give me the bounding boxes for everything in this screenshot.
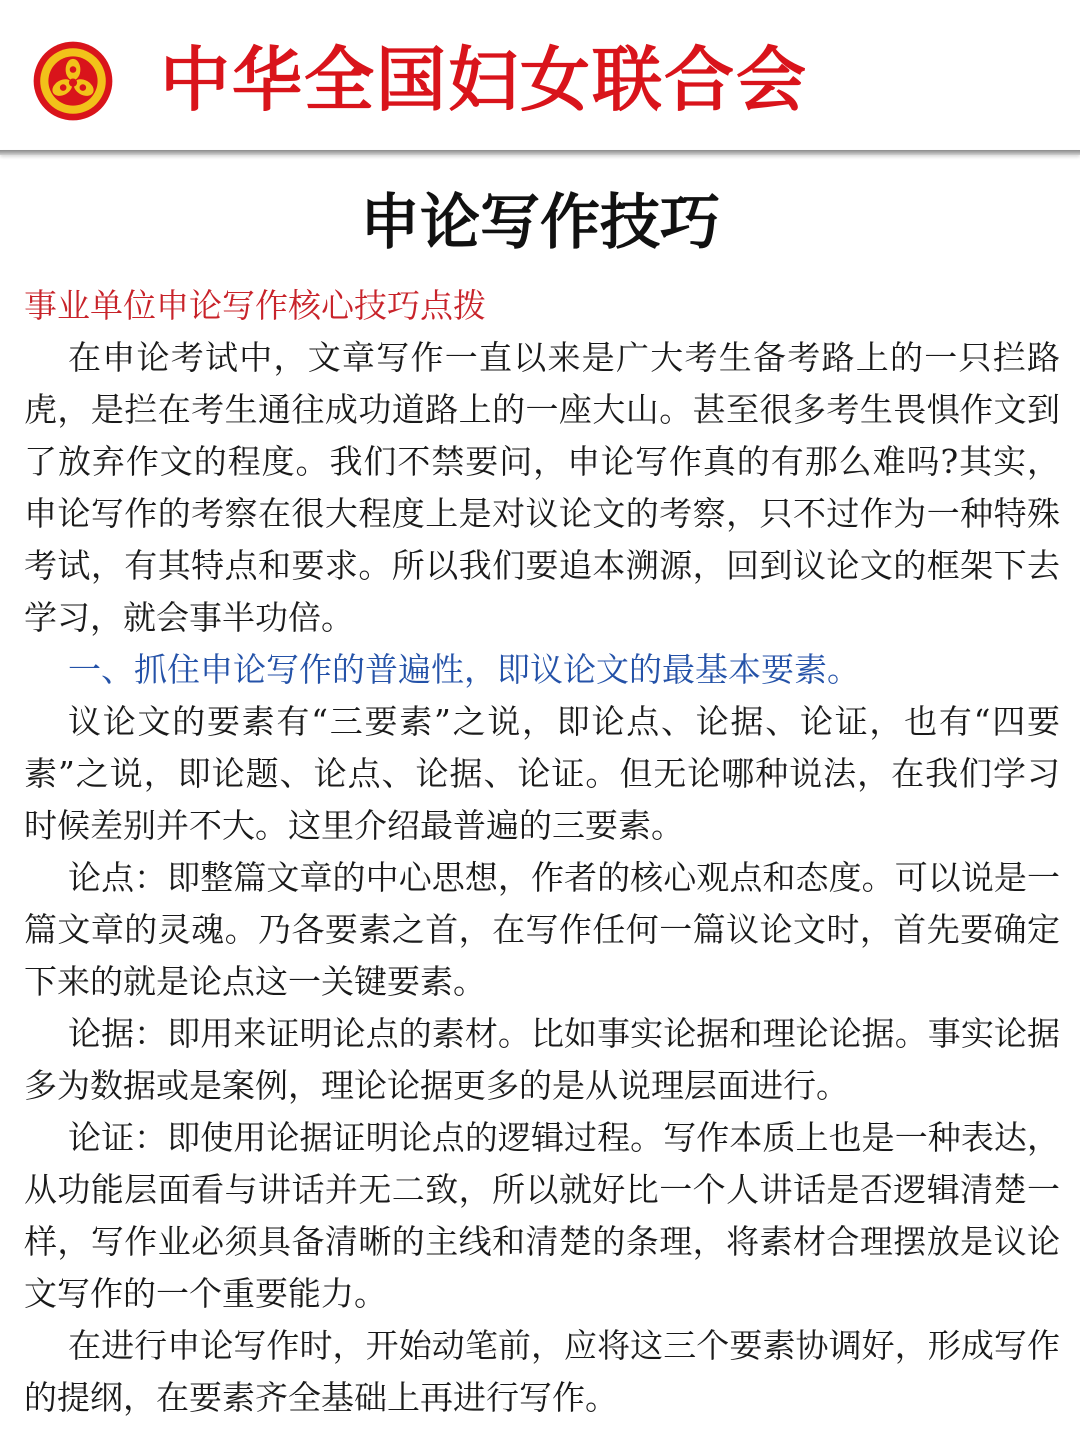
header-divider	[0, 150, 1080, 155]
article-body	[24, 280, 1060, 1424]
organization-name: 中华全国妇女联合会	[160, 39, 808, 121]
article-subtitle: 事业单位申论写作核心技巧点拨	[24, 286, 486, 325]
evidence-paragraph: 论据：即用来证明论点的素材。比如事实论据和理论论据。事实论据多为数据或是案例，理论论据更多的是从说理层面进行。	[24, 1014, 1060, 1105]
thesis-paragraph: 论点：即整篇文章的中心思想，作者的核心观点和态度。可以说是一篇文章的灵魂。乃各要素之首，在写作任何一篇议论文时，首先要确定下来的就是论点这一关键要素。	[24, 858, 1060, 1001]
header	[0, 0, 1080, 152]
intro-paragraph: 在申论考试中，文章写作一直以来是广大考生备考路上的一只拦路虎，是拦在考生通往成功道路上的一座大山。甚至很多考生畏惧作文到了放弃作文的程度。我们不禁要问，申论写作真的有那么难吗?其实，申论写作的考察在很大程度上是对议论文的考察，只不过作为一种特殊考试，有其特点和要求。所以我们要追本溯源，回到议论文的框架下去学习，就会事半功倍。	[24, 338, 1060, 637]
section-heading: 一、抓住申论写作的普遍性，即议论文的最基本要素。	[68, 650, 860, 689]
conclusion-paragraph: 在进行申论写作时，开始动笔前，应将这三个要素协调好，形成写作的提纲，在要素齐全基础上再进行写作。	[24, 1326, 1060, 1417]
elements-paragraph: 议论文的要素有“三要素”之说，即论点、论据、论证，也有“四要素”之说，即论题、论点、论据、论证。但无论哪种说法，在我们学习时候差别并不大。这里介绍最普遍的三要素。	[24, 702, 1060, 845]
argumentation-paragraph: 论证：即使用论据证明论点的逻辑过程。写作本质上也是一种表达，从功能层面看与讲话并无二致，所以就好比一个人讲话是否逻辑清楚一样，写作业必须具备清晰的主线和清楚的条理，将素材合理摆放是议论文写作的一个重要能力。	[24, 1118, 1060, 1313]
page-title: 申论写作技巧	[360, 188, 720, 258]
women-federation-emblem-icon	[32, 40, 114, 122]
